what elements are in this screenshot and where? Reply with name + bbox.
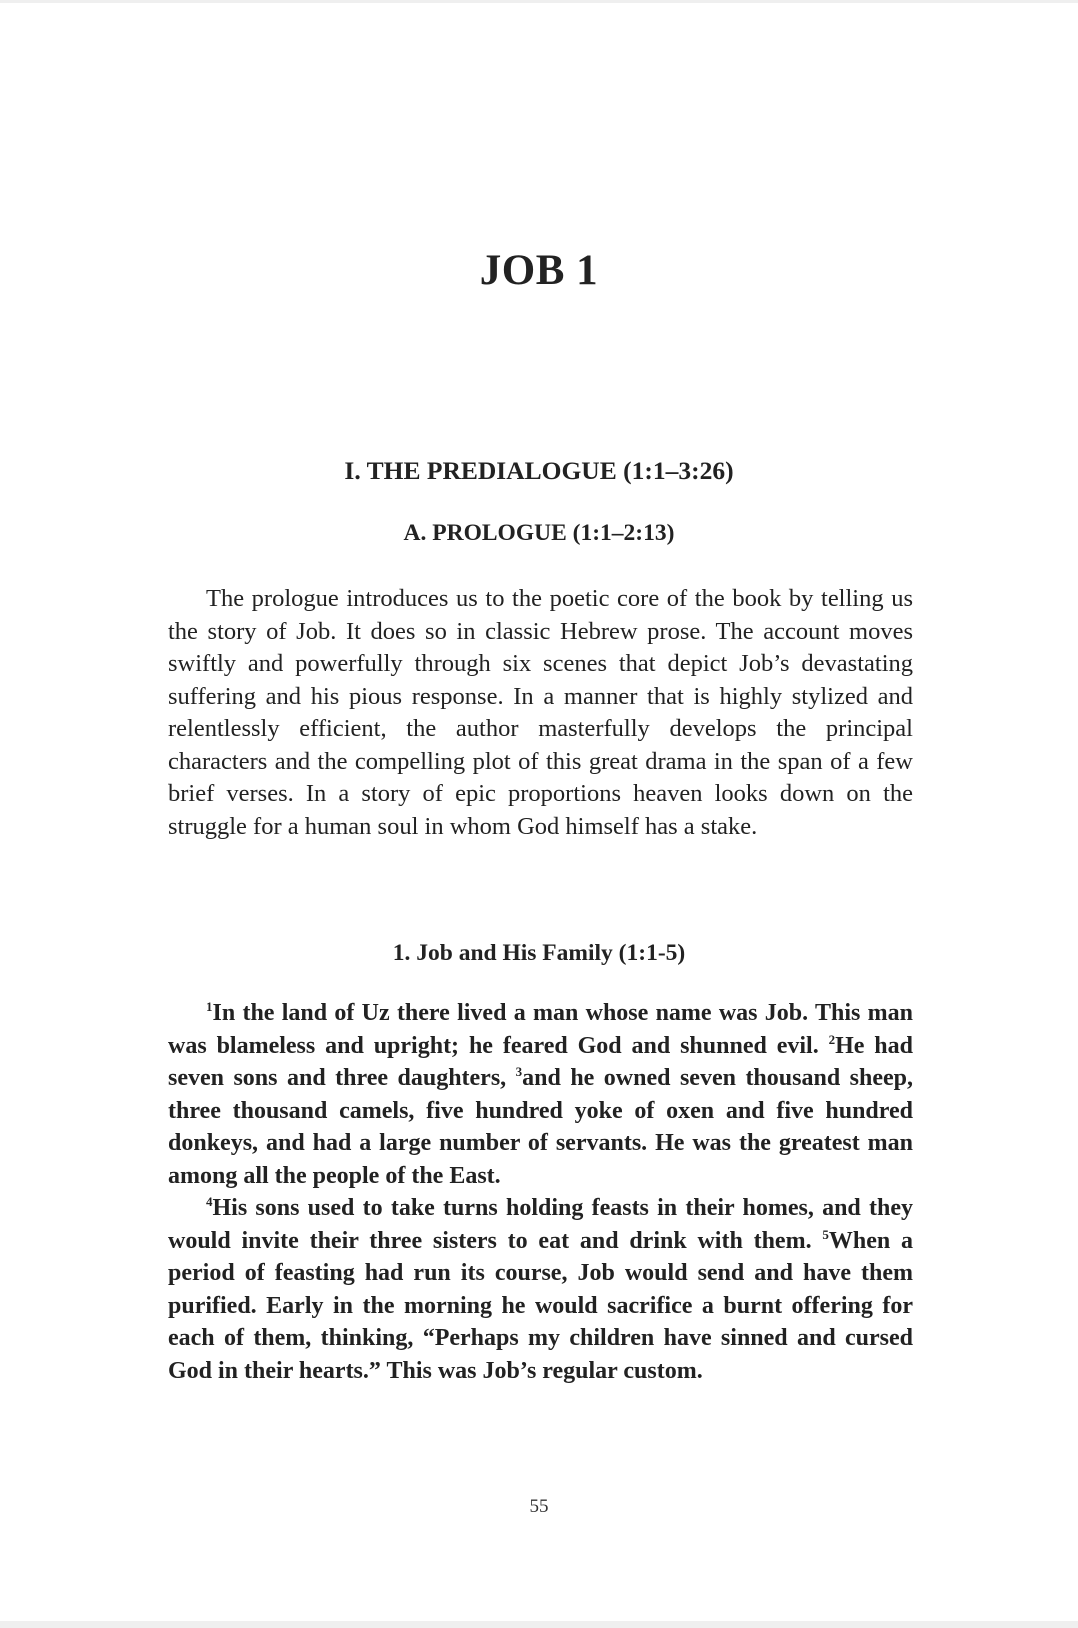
subsection-heading: A. PROLOGUE (1:1–2:13) [403,520,675,546]
verse-number: 1 [206,999,213,1014]
scripture-paragraph [168,997,913,1192]
verse-number: 5 [822,1226,829,1242]
verse-number: 3 [515,1064,523,1079]
verse-number: 2 [828,1031,836,1047]
page-number: 55 [529,1496,549,1517]
verse-text: and he owned seven thousand sheep, three thousand camels, five hundred yoke of oxen and five hundred donkeys, and had a large number of servants. He was the greatest man among all the people of the East. [168,1065,913,1189]
verse-text: He had seven sons and three daughters, [168,1032,914,1091]
verse-number: 4 [206,1194,213,1209]
intro-paragraph: The prologue introduces us to the poetic core of the book by telling us the story of Job. It does so in classic Hebrew prose. The account moves swiftly and powerfully through six scenes that depict Job’s devastating suffering and his pious response. In a manner that is highly stylized and relentlessly efficient, the author masterfully develops the principal characters and the compelling plot of this great drama in the span of a few brief verses. In a story of epic proportions heaven looks down on the struggle for a human soul in whom God himself has a stake. [168,585,913,840]
verse-text: When a period of feasting had run its course, Job would send and have them purified. Early in the morning he would sacrifice a burnt offering for each of them, thinking, “Perhaps my children have sinned and cursed God in their hearts.” This was Job’s regular custom. [168,1227,913,1384]
section-heading: I. THE PREDIALOGUE (1:1–3:26) [344,456,734,485]
verse-text: In the land of Uz there lived a man whose name was Job. This man was blameless and upright; he feared God and shunned evil. [168,1000,913,1059]
book-page [0,3,1078,1621]
chapter-title: JOB 1 [479,247,599,294]
verse-text: His sons used to take turns holding feasts in their homes, and they would invite their three sisters to eat and drink with them. [168,1195,913,1254]
scripture-passage [168,997,913,1387]
scene-heading: 1. Job and His Family (1:1-5) [392,940,686,966]
scripture-paragraph [168,1192,913,1387]
